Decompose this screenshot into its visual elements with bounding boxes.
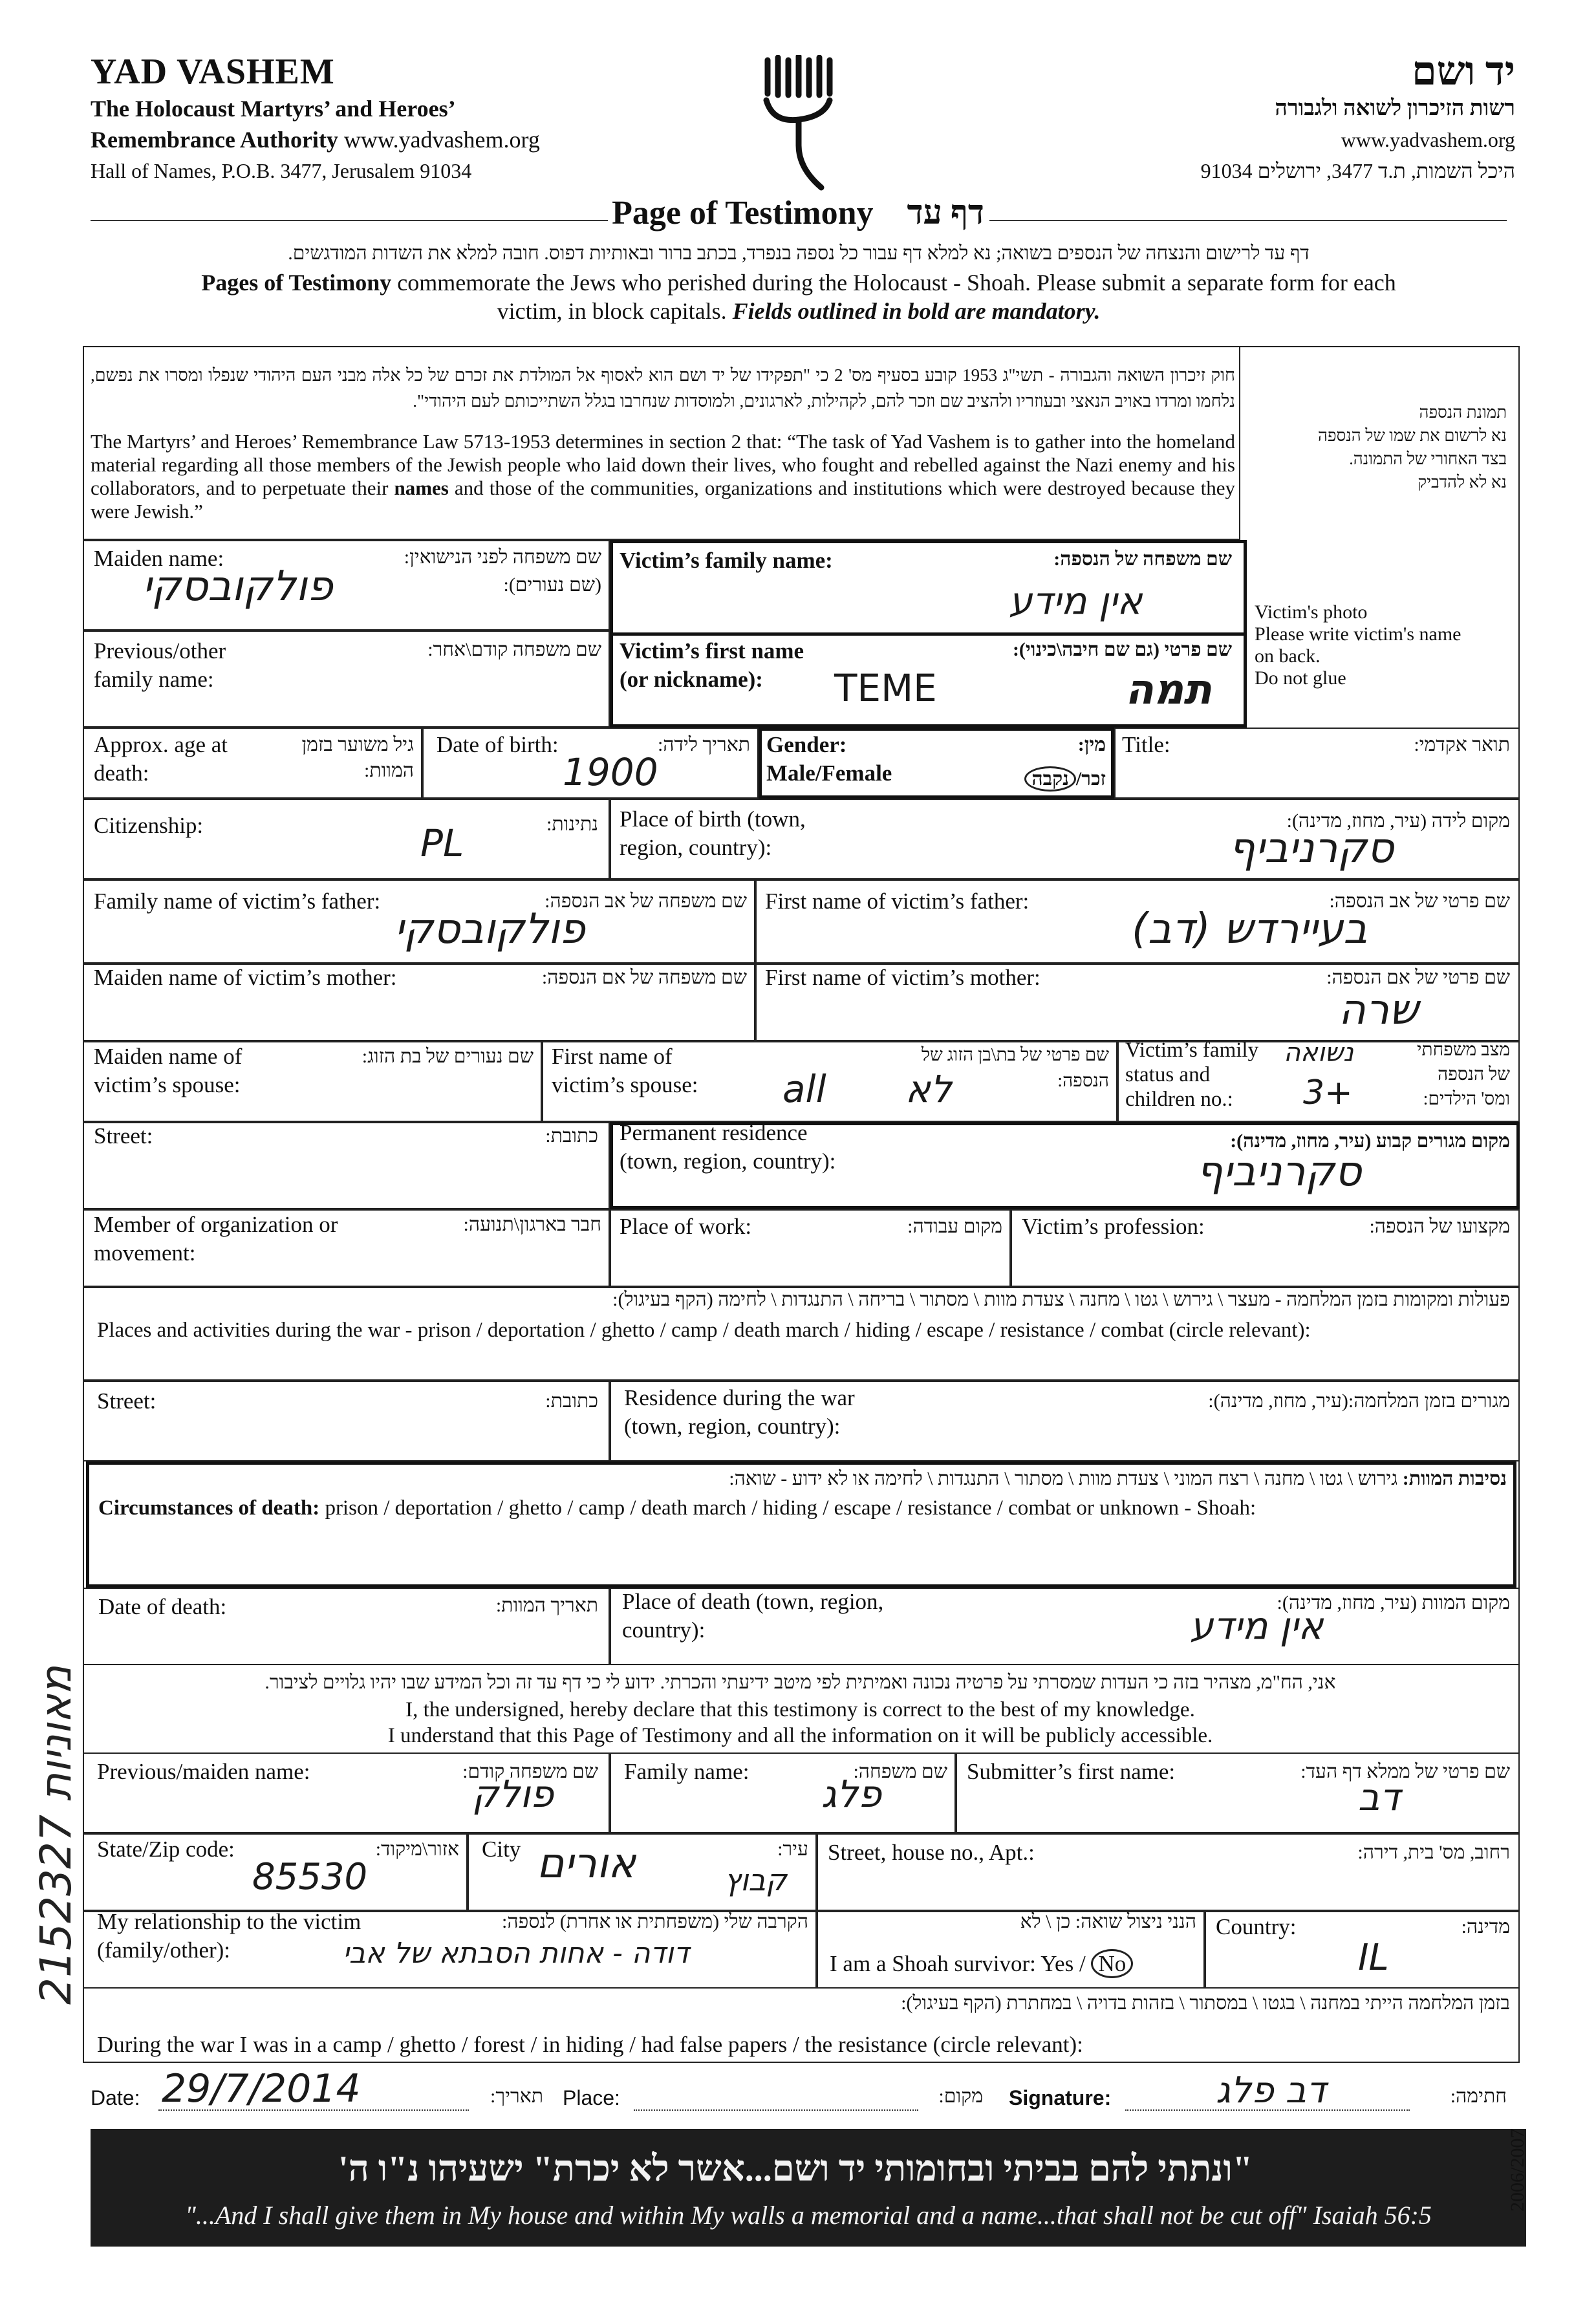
- authority-en-1: The Holocaust Martyrs’ and Heroes’: [91, 96, 456, 122]
- death-circ-label-he: נסיבות המוות: גירוש \ גטו \ מחנה \ רצח המוני \ צעדת מוות \ מסתור \ התנגדות \ לחימה או לא ידוע - שואה:: [729, 1468, 1507, 1489]
- submitter-family-value: פלג: [821, 1772, 882, 1816]
- form-version: 2006/2007: [1507, 2128, 1528, 2212]
- activities-label-he: פעולות ומקומות בזמן המלחמה - מעצר \ גירוש \ גטו \ מחנה \ צעדת מוות \ מסתור \ בריחה \ התנגדות \ לחימה (הקף בעיגול):: [612, 1289, 1510, 1310]
- quote-en: "...And I shall give them in My house and within My walls a memorial and a name...that shall not be cut off" Isaiah 56:5: [185, 2201, 1432, 2230]
- war-res-label: Residence during the war (town, region, country):: [624, 1385, 855, 1439]
- relationship-label: My relationship to the victim (family/other):: [97, 1909, 361, 1963]
- quote-he: "ונתתי להם בביתי ובחומותי יד ושם...אשר לא יכרת" ישעיהו נ"ו ה': [338, 2149, 1253, 2189]
- prev-name-label: Previous/other family name:: [94, 638, 226, 692]
- gender-label: Gender: Male/Female: [766, 732, 892, 786]
- org-name-en: YAD VASHEM: [91, 52, 335, 92]
- spouse-first-label-he: שם פרטי של בת\בן הזוג של הנספה:: [921, 1045, 1109, 1091]
- spouse-first-value-en: all: [782, 1067, 826, 1111]
- yad-vashem-logo: [760, 55, 837, 191]
- citizenship-label-he: נתינות:: [546, 814, 598, 835]
- first-name-label: Victim’s first name (or nickname):: [620, 638, 804, 692]
- first-name-label-he: שם פרטי (גם שם חיבה\כינוי):: [1012, 639, 1232, 660]
- gender-female-circled: נקבה: [1024, 766, 1076, 792]
- place-label: Place:: [563, 2086, 620, 2109]
- father-family-value: פולקובסקי: [394, 905, 585, 953]
- family-name-label: Victim’s family name:: [620, 548, 833, 573]
- war-street-label: Street:: [97, 1388, 156, 1414]
- archive-id-handwritten: מאוניות 2152327: [31, 1665, 81, 2005]
- father-first-value: בעיירדש (דב): [1132, 905, 1368, 953]
- prev-name-label-he: שם משפחה קודם\אחר:: [427, 639, 601, 660]
- submitter-street-label-he: רחוב, מס' בית, דירה:: [1357, 1842, 1510, 1863]
- date-value[interactable]: 29/7/2014: [162, 2066, 361, 2111]
- family-name-value[interactable]: אין מידע: [1009, 579, 1143, 623]
- profession-label-he: מקצועו של הנספה:: [1369, 1216, 1510, 1237]
- submitter-first-label: Submitter’s first name:: [967, 1759, 1176, 1784]
- place-label-he: מקום:: [938, 2086, 983, 2107]
- declaration-en-2: I understand that this Page of Testimony and all the information on it will be publicly accessible.: [387, 1724, 1213, 1747]
- city-value-2: קבוץ: [724, 1862, 787, 1897]
- authority-he: רשות הזיכרון לשואה ולגבורה: [1275, 96, 1515, 120]
- perm-res-value: סקרניביף: [1196, 1148, 1362, 1196]
- zip-label: State/Zip code:: [97, 1837, 235, 1862]
- place-line: [634, 2109, 918, 2111]
- submitter-prev-name-label-he: שם משפחה קודם:: [462, 1761, 598, 1782]
- father-family-label-he: שם משפחה של אב הנספה:: [545, 890, 747, 912]
- during-war-label-he: בזמן המלחמה הייתי במחנה \ בגטו \ במסתור \ בזהות בדויה \ במחתרת (הקף בעיגול):: [901, 1992, 1510, 2014]
- profession-label: Victim’s profession:: [1022, 1214, 1205, 1239]
- dob-value: 1900: [563, 750, 658, 794]
- children-count-value: 3+: [1303, 1073, 1353, 1112]
- authority-en-2: Remembrance Authority www.yadvashem.org: [91, 127, 540, 153]
- intro-hebrew: דף עד לרישום והנצחה של הנספים בשואה; נא למלא דף עבור כל נספה בנפרד, בכתב ברור ובאותיות דפוס. חובה למלא את השדות המודגשים.: [288, 243, 1310, 264]
- war-street-label-he: כתובת:: [545, 1390, 598, 1412]
- dod-label-he: תאריך המוות:: [495, 1595, 598, 1616]
- street-label-he: כתובת:: [545, 1125, 598, 1147]
- law-english: The Martyrs’ and Heroes’ Remembrance Law 5713-1953 determines in section 2 that: “The task of Yad Vashem is to gather into the homeland material regarding all those members of the Jewish people who laid down their lives, who fought and rebelled against the Nazi enemy and his collaborators, and to perpetuate their names and those of the communities, organizations and institutions which were destroyed because they were Jewish.”: [91, 430, 1235, 523]
- country-label: Country:: [1216, 1914, 1297, 1939]
- header-english: [91, 50, 540, 186]
- date-label: Date:: [91, 2086, 140, 2109]
- signature-line: [1125, 2109, 1410, 2111]
- photo-instructions-en: Victim's photo Please write victim's name on back. Do not glue: [1255, 601, 1461, 689]
- pod-label: Place of death (town, region, country):: [622, 1589, 884, 1643]
- submitter-street-label: Street, house no., Apt.:: [828, 1840, 1035, 1865]
- citizenship-label: Citizenship:: [94, 813, 204, 838]
- pod-label-he: מקום המוות (עיר, מחוז, מדינה):: [1277, 1592, 1510, 1613]
- pod-value: אין מידע: [1190, 1604, 1324, 1648]
- spouse-first-value-he: לא: [905, 1067, 952, 1111]
- photo-instructions-he: תמונת הנספה נא לרשום את שמו של הנספה בצד האחורי של התמונה. נא לא להדביק: [1317, 403, 1507, 491]
- intro-english: Pages of Testimony commemorate the Jews who perished during the Holocaust - Shoah. Please submit a separate form for each victim, in block capitals. Fields outlined in bold are mandatory.: [201, 270, 1396, 324]
- mother-maiden-label-he: שם משפחה של אם הנספה:: [541, 967, 747, 988]
- member-label-he: חבר בארגון\תנועה:: [463, 1214, 601, 1235]
- first-name-value-en[interactable]: TEME: [834, 666, 937, 710]
- work-label: Place of work:: [620, 1214, 752, 1239]
- member-label: Member of organization or movement:: [94, 1212, 338, 1266]
- mother-first-value: שרה: [1339, 986, 1419, 1034]
- age-label-he: גיל משוער בזמן המוות:: [301, 734, 414, 781]
- during-war-label: During the war I was in a camp / ghetto / forest / in hiding / had false papers / the resistance (circle relevant):: [97, 2032, 1083, 2057]
- submitter-family-label-he: שם משפחה:: [853, 1761, 947, 1782]
- street-label: Street:: [94, 1123, 153, 1148]
- pob-label: Place of birth (town, region, country):: [620, 806, 806, 860]
- maiden-name-label: Maiden name:: [94, 546, 224, 571]
- mother-first-label-he: שם פרטי של אם הנספה:: [1326, 967, 1510, 988]
- relationship-value: דודה - אחות הסבתא של אבי: [343, 1937, 689, 1970]
- city-label: City: [482, 1837, 521, 1862]
- divider: [610, 632, 1247, 636]
- gender-options-he[interactable]: זכר/נקבה: [989, 766, 1106, 792]
- header-hebrew: [1201, 50, 1515, 186]
- age-label: Approx. age at death:: [94, 732, 228, 786]
- signature-label-he: חתימה:: [1450, 2086, 1507, 2107]
- submitter-prev-name-value: פולק: [472, 1772, 554, 1816]
- father-first-label-he: שם פרטי של אב הנספה:: [1329, 890, 1510, 912]
- maiden-name-label-he2: (שם נעורים):: [503, 574, 601, 596]
- quote-band: [91, 2129, 1526, 2247]
- gender-label-he: מין:: [1077, 734, 1106, 755]
- country-value: IL: [1358, 1937, 1389, 1979]
- zip-value: 85530: [252, 1856, 368, 1898]
- org-name-he: יד ושם: [1411, 50, 1515, 94]
- maiden-name-value: פולקובסקי: [142, 563, 333, 610]
- address-he: היכל השמות, ת.ד 3477, ירושלים 91034: [1200, 159, 1515, 182]
- maiden-name-label-he: שם משפחה לפני הנישואין:: [404, 546, 601, 568]
- pob-value: סקרניביף: [1229, 825, 1394, 872]
- activities-label: Places and activities during the war - prison / deportation / ghetto / camp / death march / hiding / escape / resistance / combat (circle relevant):: [97, 1319, 1311, 1342]
- pob-label-he: מקום לידה (עיר, מחוז, מדינה):: [1286, 810, 1510, 832]
- website-he: www.yadvashem.org: [1341, 128, 1515, 151]
- date-label-he: תאריך:: [490, 2086, 543, 2107]
- citizenship-value: PL: [420, 821, 464, 865]
- perm-res-label: Permanent residence (town, region, country):: [620, 1120, 836, 1174]
- city-value: אורים: [537, 1840, 636, 1888]
- page-title: Page of Testimony דף עד: [612, 195, 984, 232]
- first-name-value-he[interactable]: תמה: [1125, 666, 1212, 714]
- family-status-label-he: מצב משפחתי של הנספה ומס' הילדים:: [1417, 1040, 1510, 1109]
- signature-label: Signature:: [1009, 2086, 1112, 2109]
- war-res-label-he: מגורים בזמן המלחמה:(עיר, מחוז, מדינה):: [1208, 1390, 1510, 1412]
- spouse-maiden-label: Maiden name of victim’s spouse:: [94, 1044, 243, 1097]
- dod-label: Date of death:: [98, 1594, 227, 1619]
- submitter-family-label: Family name:: [624, 1759, 749, 1784]
- survivor-label-he: הנני ניצול שואה: כן \ לא: [1020, 1911, 1196, 1932]
- father-family-label: Family name of victim’s father:: [94, 889, 381, 914]
- address-en: Hall of Names, P.O.B. 3477, Jerusalem 91034: [91, 159, 472, 182]
- mother-maiden-label: Maiden name of victim’s mother:: [94, 965, 397, 990]
- dob-label-he: תאריך לידה:: [657, 734, 750, 755]
- survivor-no-circled: No: [1091, 1949, 1133, 1978]
- spouse-first-label: First name of victim’s spouse:: [552, 1044, 698, 1097]
- dob-label: Date of birth:: [437, 732, 559, 757]
- submitter-first-value: דב: [1358, 1775, 1401, 1819]
- title-label-he: תואר אקדמי:: [1414, 734, 1510, 755]
- zip-label-he: אזור\מיקוד:: [375, 1839, 459, 1860]
- spouse-maiden-label-he: שם נעורים של בת הזוג:: [361, 1046, 534, 1067]
- family-status-value: נשואה: [1284, 1038, 1354, 1068]
- survivor-label[interactable]: I am a Shoah survivor: Yes / No: [830, 1950, 1133, 1978]
- signature-value[interactable]: דב פלג: [1216, 2069, 1326, 2111]
- submitter-first-label-he: שם פרטי של ממלא דף העד:: [1300, 1761, 1510, 1782]
- declaration-he: אני, הח"מ, מצהיר בזה כי העדות שמסרתי על פרטיה נכונה ואמיתית לפי מיטב ידיעתי והכרתי. ידוע לי כי דף עד זה וכל המידע שבו יהיו גלויים לציבור.: [264, 1672, 1336, 1693]
- death-circ-label: Circumstances of death: prison / deportation / ghetto / camp / death march / hiding / escape / resistance / combat or unknown - Shoah:: [98, 1496, 1256, 1520]
- relationship-label-he: הקרבה שלי (משפחתית או אחרת) לנספה:: [502, 1911, 808, 1932]
- title-label: Title:: [1122, 732, 1170, 757]
- family-name-label-he: שם משפחה של הנספה:: [1053, 548, 1232, 570]
- perm-res-label-he: מקום מגורים קבוע (עיר, מחוז, מדינה):: [1230, 1130, 1510, 1152]
- declaration-en-1: I, the undersigned, hereby declare that this testimony is correct to the best of my knowledge.: [405, 1698, 1195, 1721]
- work-label-he: מקום עבודה:: [907, 1216, 1002, 1237]
- mother-first-label: First name of victim’s mother:: [765, 965, 1041, 990]
- father-first-label: First name of victim’s father:: [765, 889, 1030, 914]
- law-hebrew: חוק זיכרון השואה והגבורה - תשי"ג 1953 קובע בסעיף מס' 2 כי "תפקידו של יד ושם הוא לאסוף אל המולדת את זכרם של כל אלה מבני העם היהודי שנפלו ומסרו את נפשם, נלחמו ומרדו באויב הנאצי ובעוזריו ולהציב שם וזכר להם, לקהילות, לארגונים, ולמוסדות שנחרבו בגלל השתייכותם לעם היהודי".: [91, 365, 1235, 411]
- date-line: [158, 2109, 469, 2111]
- city-label-he: עיר:: [777, 1839, 808, 1860]
- country-label-he: מדינה:: [1461, 1916, 1510, 1937]
- submitter-prev-name-label: Previous/maiden name:: [97, 1759, 310, 1784]
- family-status-label: Victim’s family status and children no.:: [1125, 1039, 1259, 1111]
